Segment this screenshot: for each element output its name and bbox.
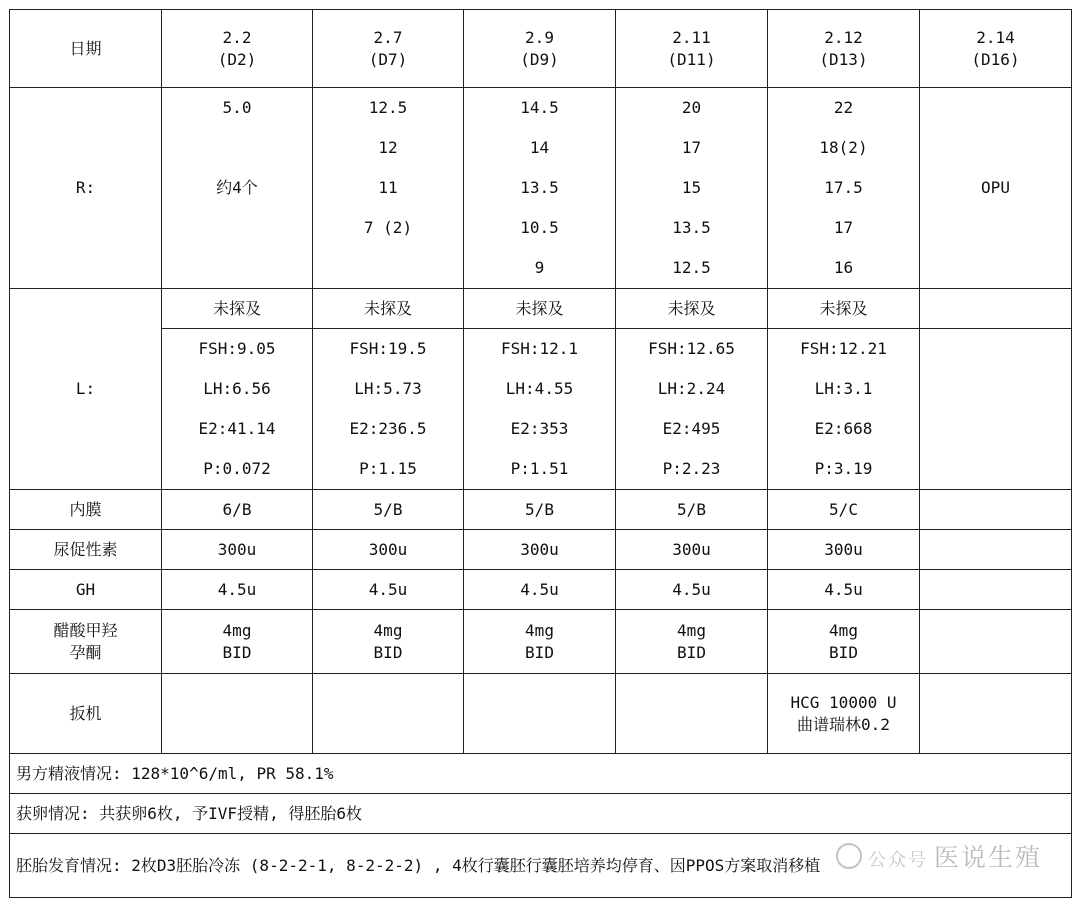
- trigger-row: [10, 674, 1072, 754]
- follicle-cell: [162, 88, 313, 289]
- right-ovary-label: R:: [10, 88, 162, 289]
- semen-note: 男方精液情况: 128*10^6/ml, PR 58.1%: [10, 754, 1072, 794]
- date-value: 2.7: [373, 27, 403, 47]
- gh-dose: 4.5u: [768, 570, 920, 610]
- gh-dose: 4.5u: [464, 570, 616, 610]
- date-value: 2.9: [525, 27, 554, 47]
- fsh-value: FSH:12.1: [500, 339, 579, 358]
- mpa-amount: 4mg: [525, 620, 554, 640]
- follicle-size: 约4个: [216, 178, 258, 197]
- left-ovary-label: L:: [10, 289, 162, 490]
- trigger-cell: [313, 674, 464, 754]
- hmg-row: [10, 530, 1072, 570]
- follicle-size: [313, 248, 463, 288]
- day-value: (D16): [971, 49, 1020, 69]
- header-row: [10, 10, 1072, 88]
- follicle-size: [162, 248, 312, 288]
- e2-value: E2:495: [662, 419, 721, 438]
- triptorelin-dose: 曲谱瑞林0.2: [797, 714, 890, 734]
- follicle-size: [920, 208, 1071, 248]
- mpa-frequency: BID: [677, 642, 706, 662]
- oocyte-note: 获卵情况: 共获卵6枚, 予IVF授精, 得胚胎6枚: [10, 794, 1072, 834]
- mpa-amount: 4mg: [222, 620, 252, 640]
- watermark-prefix: 公众号: [867, 850, 928, 871]
- gh-row: [10, 570, 1072, 610]
- date-cell: [313, 10, 464, 88]
- p-value: P:0.072: [203, 459, 271, 478]
- follicle-cell: [920, 88, 1072, 289]
- hormone-cell: [768, 329, 920, 490]
- follicle-size: [920, 128, 1071, 168]
- lh-value: LH:5.73: [354, 379, 422, 398]
- left-ovary-finding: 未探及: [768, 289, 920, 329]
- follicle-size: 9: [534, 258, 545, 277]
- endometrium-value: 6/B: [162, 490, 313, 530]
- mpa-label: [10, 610, 162, 674]
- day-value: (D13): [819, 49, 868, 69]
- endometrium-value: 5/B: [464, 490, 616, 530]
- endometrium-label: 内膜: [10, 490, 162, 530]
- mpa-label-line: 孕酮: [69, 642, 102, 662]
- hormone-row: [10, 329, 1072, 490]
- lh-value: LH:6.56: [203, 379, 271, 398]
- p-value: P:1.51: [510, 459, 569, 478]
- follicle-cell: [313, 88, 464, 289]
- e2-value: E2:41.14: [198, 419, 276, 438]
- fsh-value: [920, 329, 1071, 369]
- day-value: (D11): [667, 49, 716, 69]
- date-cell: [768, 10, 920, 88]
- date-value: 2.12: [824, 27, 863, 47]
- day-value: (D9): [520, 49, 559, 69]
- date-value: 2.2: [222, 27, 252, 47]
- mpa-frequency: BID: [525, 642, 554, 662]
- wechat-logo-icon: [836, 843, 862, 869]
- e2-value: E2:353: [510, 419, 569, 438]
- follicle-size: 16: [833, 258, 854, 277]
- mpa-amount: 4mg: [829, 620, 858, 640]
- p-value: P:3.19: [814, 459, 873, 478]
- fsh-value: FSH:12.65: [648, 339, 735, 358]
- follicle-size: 20: [681, 98, 702, 117]
- p-value: P:1.15: [359, 459, 417, 478]
- trigger-cell: [920, 674, 1072, 754]
- follicle-size: 13.5: [672, 218, 711, 237]
- e2-value: E2:668: [814, 419, 873, 438]
- follicle-size: 11: [378, 178, 398, 197]
- mpa-frequency: BID: [829, 642, 858, 662]
- mpa-frequency: BID: [222, 642, 252, 662]
- mpa-frequency: BID: [373, 642, 403, 662]
- mpa-dose: [920, 610, 1072, 674]
- follicle-size: 22: [833, 98, 854, 117]
- follicle-size: 12: [378, 138, 398, 157]
- lh-value: LH:2.24: [657, 379, 726, 398]
- left-ovary-row: [10, 289, 1072, 329]
- left-ovary-finding: 未探及: [162, 289, 313, 329]
- follicle-size: 10.5: [520, 218, 559, 237]
- hormone-cell: [162, 329, 313, 490]
- hormone-cell: [920, 329, 1072, 490]
- endometrium-value: [920, 490, 1072, 530]
- gh-dose: 4.5u: [616, 570, 768, 610]
- p-value: [920, 449, 1071, 489]
- follicle-size: 17: [833, 218, 854, 237]
- trigger-label: 扳机: [10, 674, 162, 754]
- watermark-name: 医说生殖: [933, 843, 1042, 872]
- mpa-label-line: 醋酸甲羟: [53, 620, 118, 640]
- follicle-size: 13.5: [520, 178, 559, 197]
- mpa-amount: 4mg: [373, 620, 403, 640]
- gh-dose: [920, 570, 1072, 610]
- watermark: [836, 838, 1042, 874]
- follicle-size: [920, 88, 1071, 128]
- follicle-size: OPU: [981, 178, 1010, 197]
- left-ovary-finding: 未探及: [313, 289, 464, 329]
- right-ovary-row: [10, 88, 1072, 289]
- date-value: 2.14: [976, 27, 1015, 47]
- hormone-cell: [313, 329, 464, 490]
- mpa-dose: [464, 610, 616, 674]
- mpa-dose: [313, 610, 464, 674]
- hmg-dose: 300u: [162, 530, 313, 570]
- gh-label: GH: [10, 570, 162, 610]
- trigger-cell: [464, 674, 616, 754]
- lh-value: LH:4.55: [505, 379, 574, 398]
- day-value: (D2): [217, 49, 257, 69]
- follicle-size: 17.5: [824, 178, 863, 197]
- follicle-size: [162, 208, 312, 248]
- endometrium-value: 5/B: [616, 490, 768, 530]
- date-label: 日期: [10, 10, 162, 88]
- hmg-dose: [920, 530, 1072, 570]
- follicle-size: [162, 128, 312, 168]
- date-value: 2.11: [672, 27, 711, 47]
- follicle-size: 7 (2): [363, 218, 413, 237]
- fsh-value: FSH:12.21: [800, 339, 887, 358]
- hmg-dose: 300u: [313, 530, 464, 570]
- trigger-cell: [616, 674, 768, 754]
- gh-dose: 4.5u: [162, 570, 313, 610]
- follicle-size: 14: [529, 138, 550, 157]
- lh-value: LH:3.1: [814, 379, 873, 398]
- follicle-size: 12.5: [368, 98, 408, 117]
- oocyte-row: [10, 794, 1072, 834]
- embryo-note: 胚胎发育情况: 2枚D3胚胎冷冻 (8-2-2-1, 8-2-2-2) , 4枚行囊胚行囊胚培养均停育、因PPOS方案取消移植: [10, 834, 1072, 898]
- follicle-size: [920, 248, 1071, 288]
- date-cell: [616, 10, 768, 88]
- e2-value: E2:236.5: [349, 419, 427, 438]
- hmg-dose: 300u: [464, 530, 616, 570]
- trigger-cell: [768, 674, 920, 754]
- fsh-value: FSH:19.5: [349, 339, 427, 358]
- hmg-dose: 300u: [768, 530, 920, 570]
- date-cell: [464, 10, 616, 88]
- hmg-label: 尿促性素: [10, 530, 162, 570]
- left-ovary-finding: 未探及: [616, 289, 768, 329]
- endometrium-value: 5/B: [313, 490, 464, 530]
- follicle-size: 14.5: [520, 98, 559, 117]
- fsh-value: FSH:9.05: [198, 339, 276, 358]
- trigger-cell: [162, 674, 313, 754]
- follicle-size: 5.0: [222, 98, 252, 117]
- follicle-cell: [616, 88, 768, 289]
- follicle-size: 12.5: [672, 258, 711, 277]
- semen-row: [10, 754, 1072, 794]
- follicle-size: 17: [681, 138, 702, 157]
- mpa-amount: 4mg: [677, 620, 706, 640]
- date-cell: [162, 10, 313, 88]
- gh-dose: 4.5u: [313, 570, 464, 610]
- hormone-cell: [464, 329, 616, 490]
- mpa-row: [10, 610, 1072, 674]
- follicle-cell: [768, 88, 920, 289]
- date-cell: [920, 10, 1072, 88]
- follicle-size: 15: [681, 178, 702, 197]
- endometrium-row: [10, 490, 1072, 530]
- follicle-cell: [464, 88, 616, 289]
- mpa-dose: [162, 610, 313, 674]
- hcg-dose: HCG 10000 U: [790, 692, 897, 712]
- hmg-dose: 300u: [616, 530, 768, 570]
- p-value: P:2.23: [662, 459, 721, 478]
- e2-value: [920, 409, 1071, 449]
- day-value: (D7): [368, 49, 408, 69]
- mpa-dose: [616, 610, 768, 674]
- endometrium-value: 5/C: [768, 490, 920, 530]
- mpa-dose: [768, 610, 920, 674]
- left-ovary-finding: 未探及: [464, 289, 616, 329]
- lh-value: [920, 369, 1071, 409]
- hormone-cell: [616, 329, 768, 490]
- left-ovary-finding: [920, 289, 1072, 329]
- follicle-size: 18(2): [819, 138, 868, 157]
- ivf-cycle-table: [9, 9, 1072, 898]
